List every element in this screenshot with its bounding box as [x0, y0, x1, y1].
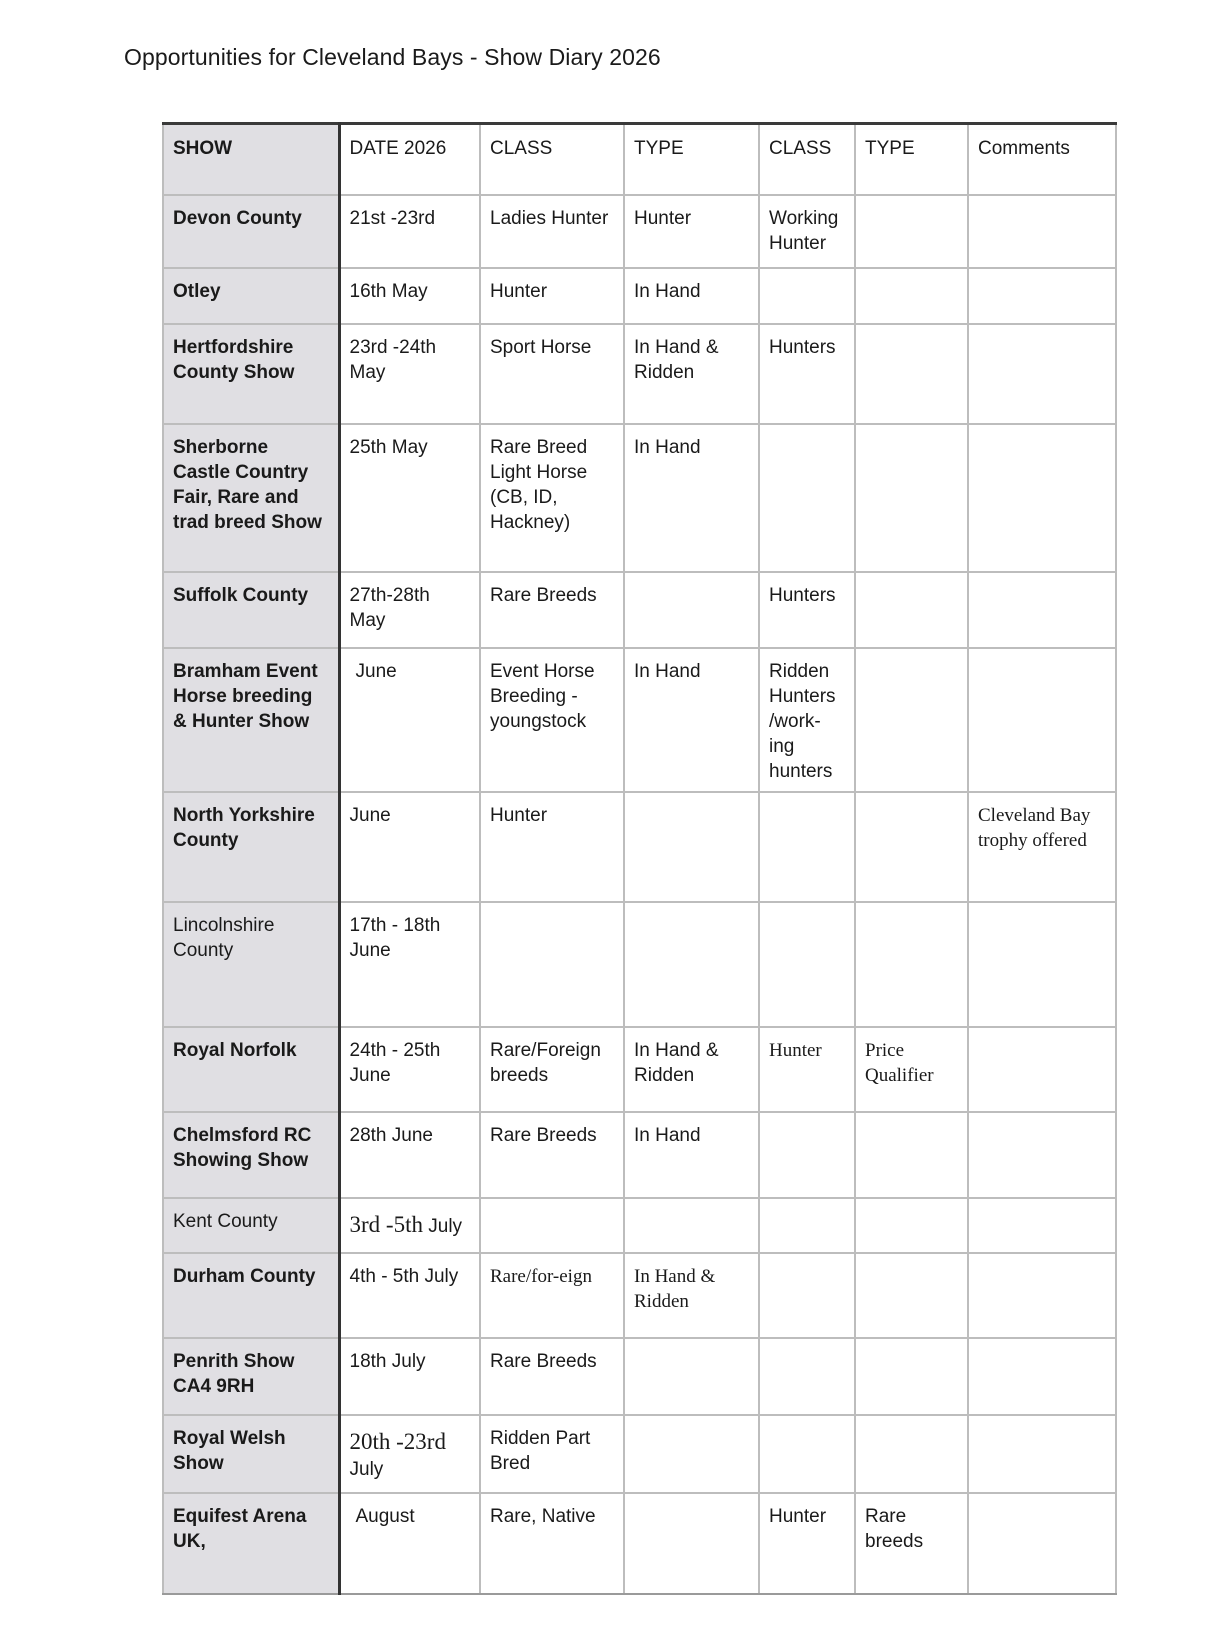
class-cell-2 — [759, 902, 855, 1027]
show-date: 27th-28th May — [339, 572, 480, 648]
show-date: 28th June — [339, 1112, 480, 1198]
class-cell-2 — [759, 1198, 855, 1253]
class-cell — [480, 1198, 624, 1253]
comments-cell — [968, 1338, 1116, 1415]
header-date: DATE 2026 — [339, 124, 480, 196]
class-cell: Rare, Native — [480, 1493, 624, 1594]
table-row — [163, 1112, 1116, 1198]
show-name: North Yorkshire County — [163, 792, 339, 902]
type-cell — [624, 902, 759, 1027]
type-cell: In Hand & Ridden — [624, 324, 759, 424]
table-row — [163, 1338, 1116, 1415]
type-cell — [624, 572, 759, 648]
show-name: Royal Norfolk — [163, 1027, 339, 1112]
page-title: Opportunities for Cleveland Bays - Show Diary 2026 — [124, 44, 661, 70]
show-name: Royal Welsh Show — [163, 1415, 339, 1493]
show-name: Chelmsford RC Showing Show — [163, 1112, 339, 1198]
comments-cell — [968, 1027, 1116, 1112]
show-date: 16th May — [339, 268, 480, 324]
table-row — [163, 1415, 1116, 1493]
show-date — [339, 1198, 480, 1253]
class-cell: Ridden Part Bred — [480, 1415, 624, 1493]
type-cell: In Hand — [624, 648, 759, 792]
show-date-month: July — [349, 1459, 384, 1480]
table-row — [163, 648, 1116, 792]
show-name: Lincolnshire County — [163, 902, 339, 1027]
table-row — [163, 572, 1116, 648]
show-date — [339, 1415, 480, 1493]
comments-cell — [968, 1253, 1116, 1338]
type-cell — [624, 1338, 759, 1415]
comments-cell — [968, 268, 1116, 324]
comments-cell — [968, 1112, 1116, 1198]
class-cell-2 — [759, 1415, 855, 1493]
class-cell-2: Hunters — [759, 324, 855, 424]
class-cell-2 — [759, 1112, 855, 1198]
type-cell: In Hand — [624, 1112, 759, 1198]
type-cell-2 — [855, 572, 968, 648]
comments-cell — [968, 648, 1116, 792]
class-cell-2 — [759, 268, 855, 324]
type-cell-2 — [855, 1415, 968, 1493]
type-cell: Hunter — [624, 195, 759, 268]
class-cell: Rare Breeds — [480, 572, 624, 648]
class-cell: Sport Horse — [480, 324, 624, 424]
type-cell-2 — [855, 648, 968, 792]
type-cell-2 — [855, 268, 968, 324]
type-cell-2 — [855, 1198, 968, 1253]
show-name: Devon County — [163, 195, 339, 268]
type-cell-2 — [855, 324, 968, 424]
show-date-text: June — [355, 661, 397, 682]
type-cell-2 — [855, 1338, 968, 1415]
comments-cell — [968, 1415, 1116, 1493]
class-cell: Hunter — [480, 268, 624, 324]
type-cell-2 — [855, 902, 968, 1027]
class-cell: Rare Breed Light Horse (CB, ID, Hackney) — [480, 424, 624, 572]
class-cell: Event Horse Breeding - youngstock — [480, 648, 624, 792]
type-cell-2: Rare breeds — [855, 1493, 968, 1594]
header-class: CLASS — [480, 124, 624, 196]
type-cell — [624, 792, 759, 902]
show-name: Hertfordshire County Show — [163, 324, 339, 424]
comments-cell — [968, 195, 1116, 268]
table-row — [163, 324, 1116, 424]
header-row — [163, 124, 1116, 196]
show-name: Equifest Arena UK, — [163, 1493, 339, 1594]
header-class-2: CLASS — [759, 124, 855, 196]
show-date-text: 20th -23rd — [349, 1429, 446, 1454]
class-cell-2 — [759, 1253, 855, 1338]
show-date: 25th May — [339, 424, 480, 572]
comments-cell — [968, 902, 1116, 1027]
table-row — [163, 268, 1116, 324]
type-cell-2 — [855, 424, 968, 572]
class-cell-2: Working Hunter — [759, 195, 855, 268]
class-cell: Rare Breeds — [480, 1338, 624, 1415]
comments-cell — [968, 324, 1116, 424]
type-cell — [624, 1198, 759, 1253]
show-date: 4th - 5th July — [339, 1253, 480, 1338]
comments-cell: Cleveland Bay trophy offered — [968, 792, 1116, 902]
type-cell-2 — [855, 1253, 968, 1338]
table-row — [163, 792, 1116, 902]
header-type-2: TYPE — [855, 124, 968, 196]
table-row — [163, 195, 1116, 268]
show-date: June — [339, 792, 480, 902]
table-row — [163, 1253, 1116, 1338]
type-cell-2 — [855, 792, 968, 902]
class-cell: Rare Breeds — [480, 1112, 624, 1198]
table-row — [163, 1493, 1116, 1594]
class-cell-2: Hunter — [759, 1493, 855, 1594]
show-date: 18th July — [339, 1338, 480, 1415]
show-name: Kent County — [163, 1198, 339, 1253]
show-date: 17th - 18th June — [339, 902, 480, 1027]
comments-cell — [968, 572, 1116, 648]
show-name: Otley — [163, 268, 339, 324]
show-date: 24th - 25th June — [339, 1027, 480, 1112]
class-cell-2 — [759, 424, 855, 572]
class-cell — [480, 902, 624, 1027]
header-type: TYPE — [624, 124, 759, 196]
comments-cell — [968, 1198, 1116, 1253]
show-name: Penrith Show CA4 9RH — [163, 1338, 339, 1415]
type-cell-2 — [855, 1112, 968, 1198]
class-cell: Hunter — [480, 792, 624, 902]
comments-cell — [968, 1493, 1116, 1594]
show-name: Sherborne Castle Country Fair, Rare and trad breed Show — [163, 424, 339, 572]
header-show: SHOW — [163, 124, 339, 196]
type-cell: In Hand — [624, 424, 759, 572]
table-row — [163, 902, 1116, 1027]
show-date: 21st -23rd — [339, 195, 480, 268]
table-row — [163, 424, 1116, 572]
class-cell: Rare/for-eign — [480, 1253, 624, 1338]
type-cell: In Hand — [624, 268, 759, 324]
type-cell: In Hand & Ridden — [624, 1027, 759, 1112]
show-date-month: July — [428, 1216, 463, 1237]
show-date-text: 3rd -5th — [349, 1212, 423, 1237]
show-name: Suffolk County — [163, 572, 339, 648]
class-cell-2 — [759, 1338, 855, 1415]
header-comments: Comments — [968, 124, 1116, 196]
class-cell: Rare/Foreign breeds — [480, 1027, 624, 1112]
type-cell — [624, 1415, 759, 1493]
class-cell-2: Hunters — [759, 572, 855, 648]
comments-cell — [968, 424, 1116, 572]
show-diary-table — [162, 122, 1117, 1595]
show-date — [339, 1493, 480, 1594]
table-row — [163, 1027, 1116, 1112]
class-cell-2: Ridden Hunters /work-ing hunters — [759, 648, 855, 792]
type-cell — [624, 1493, 759, 1594]
type-cell: In Hand & Ridden — [624, 1253, 759, 1338]
class-cell-2: Hunter — [759, 1027, 855, 1112]
show-name: Bramham Event Horse breeding & Hunter Show — [163, 648, 339, 792]
show-date-text: August — [355, 1506, 415, 1527]
table-row — [163, 1198, 1116, 1253]
class-cell-2 — [759, 792, 855, 902]
show-name: Durham County — [163, 1253, 339, 1338]
type-cell-2 — [855, 195, 968, 268]
show-date: 23rd -24th May — [339, 324, 480, 424]
class-cell: Ladies Hunter — [480, 195, 624, 268]
show-date — [339, 648, 480, 792]
type-cell-2: Price Qualifier — [855, 1027, 968, 1112]
